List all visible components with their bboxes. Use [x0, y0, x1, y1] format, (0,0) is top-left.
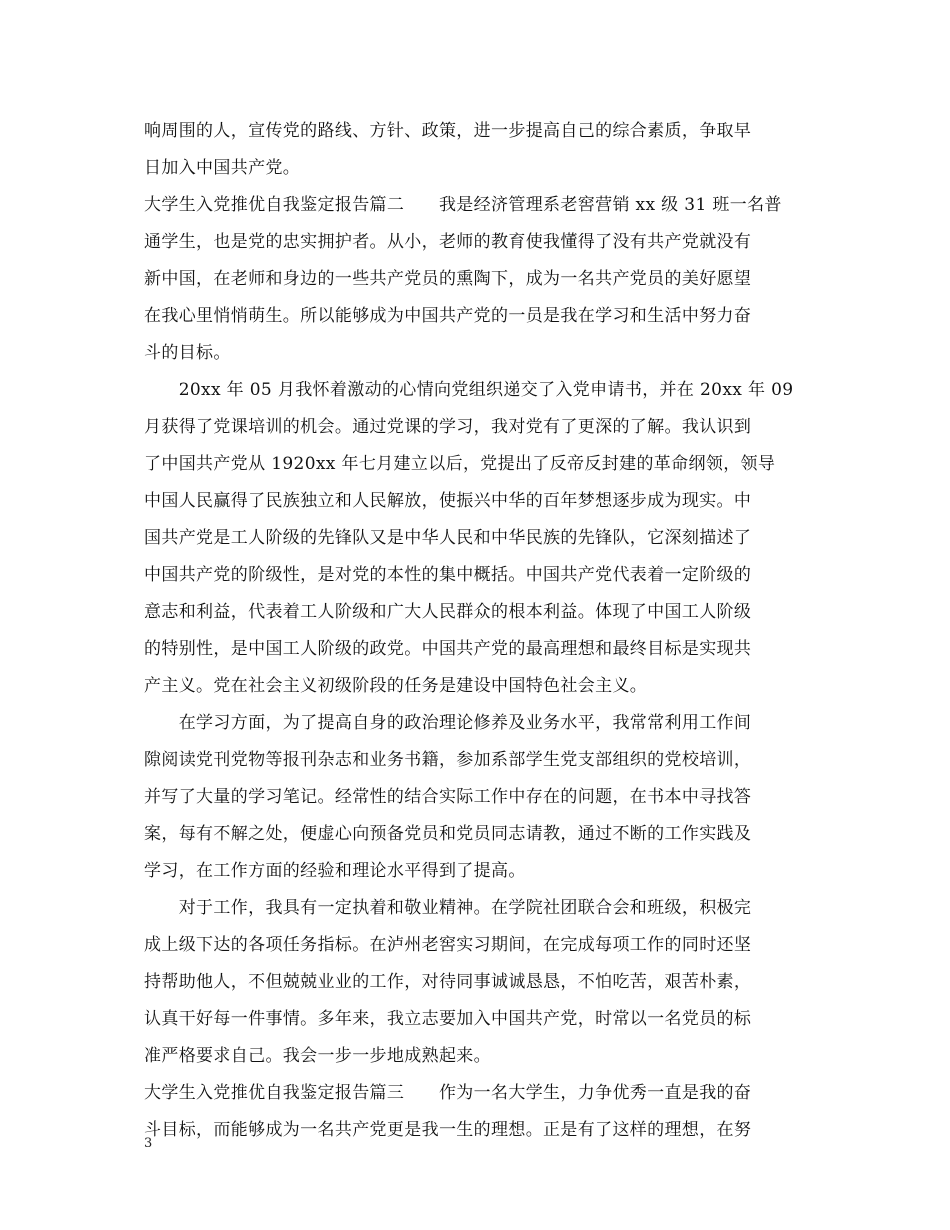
text-line: 20xx 年 05 月我怀着激动的心情向党组织递交了入党申请书，并在 20xx 年 09 — [144, 380, 794, 400]
text-line: 斗目标，而能够成为一名共产党更是我一生的理想。正是有了这样的理想，在努 — [144, 1120, 752, 1140]
section-heading-line: 大学生入党推优自我鉴定报告篇二 我是经济管理系老窖营销 xx 级 31 班一名普 — [144, 195, 782, 215]
body-text — [144, 113, 812, 1149]
text-line: 新中国，在老师和身边的一些共产党员的熏陶下，成为一名共产党员的美好愿望 — [144, 269, 752, 289]
text-line: 对于工作，我具有一定执着和敬业精神。在学院社团联合会和班级，积极完 — [144, 898, 752, 918]
text-line: 在我心里悄悄萌生。所以能够成为中国共产党的一员是我在学习和生活中努力奋 — [144, 306, 752, 326]
page-number: 3 — [144, 1136, 153, 1151]
text-line: 持帮助他人，不但兢兢业业的工作，对待同事诚诚恳恳，不怕吃苦，艰苦朴素， — [144, 972, 752, 992]
text-line: 通学生，也是党的忠实拥护者。从小，老师的教育使我懂得了没有共产党就没有 — [144, 232, 752, 252]
text-line: 在学习方面，为了提高自身的政治理论修养及业务水平，我常常利用工作间 — [144, 713, 752, 733]
text-line: 准严格要求自己。我会一步一步地成熟起来。 — [144, 1046, 491, 1066]
text-line: 月获得了党课培训的机会。通过党课的学习，我对党有了更深的了解。我认识到 — [144, 417, 752, 437]
text-line: 隙阅读党刊党物等报刊杂志和业务书籍，参加系部学生党支部组织的党校培训， — [144, 750, 752, 770]
text-line: 产主义。党在社会主义初级阶段的任务是建设中国特色社会主义。 — [144, 676, 648, 696]
text-line: 了中国共产党从 1920xx 年七月建立以后，党提出了反帝反封建的革命纲领，领导 — [144, 454, 776, 474]
text-line: 认真干好每一件事情。多年来，我立志要加入中国共产党，时常以一名党员的标 — [144, 1009, 752, 1029]
text-line: 案，每有不解之处，便虚心向预备党员和党员同志请教，通过不断的工作实践及 — [144, 824, 752, 844]
text-line: 学习，在工作方面的经验和理论水平得到了提高。 — [144, 861, 526, 881]
text-line: 斗的目标。 — [144, 343, 231, 363]
text-line: 中国共产党的阶级性，是对党的本性的集中概括。中国共产党代表着一定阶级的 — [144, 565, 752, 585]
text-line: 中国人民赢得了民族独立和人民解放，使振兴中华的百年梦想逐步成为现实。中 — [144, 491, 752, 511]
text-line: 响周围的人，宣传党的路线、方针、政策，进一步提高自己的综合素质，争取早 — [144, 121, 752, 141]
text-line: 成上级下达的各项任务指标。在泸州老窖实习期间，在完成每项工作的同时还坚 — [144, 935, 752, 955]
text-line: 并写了大量的学习笔记。经常性的结合实际工作中存在的问题，在书本中寻找答 — [144, 787, 752, 807]
section-heading-line: 大学生入党推优自我鉴定报告篇三 作为一名大学生，力争优秀一直是我的奋 — [144, 1083, 752, 1103]
text-line: 意志和利益，代表着工人阶级和广大人民群众的根本利益。体现了中国工人阶级 — [144, 602, 752, 622]
text-line: 国共产党是工人阶级的先锋队又是中华人民和中华民族的先锋队，它深刻描述了 — [144, 528, 752, 548]
text-line: 日加入中国共产党。 — [144, 158, 301, 178]
text-line: 的特别性，是中国工人阶级的政党。中国共产党的最高理想和最终目标是实现共 — [144, 639, 752, 659]
